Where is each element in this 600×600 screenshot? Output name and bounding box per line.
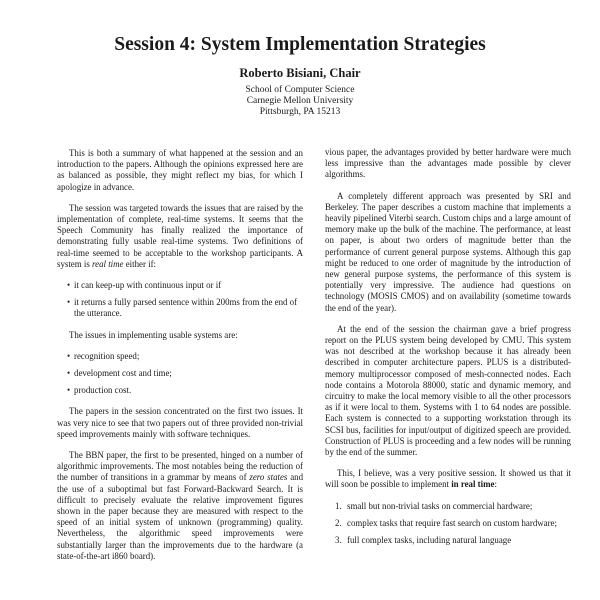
affiliation-city: Pittsburgh, PA 15213 (259, 107, 341, 117)
list-item: 3. full complex tasks, including natural language (335, 535, 512, 546)
paragraph-intro: This is both a summary of what happened at the session and an introduction to the papers. Although the opinions expressed here are as balanced as possible, they might reflect my bias, for which I apologize in advance. (57, 148, 303, 192)
list-item: 1. small but non-trivial tasks on commercial hardware; (335, 500, 533, 511)
issues-list (57, 351, 303, 397)
author-name: Roberto Bisiani, Chair (239, 66, 361, 80)
paragraph-session-target: The session was targeted towards the issues that are raised by the implementation of complete, real-time systems. It seems that the Speech Community has finally realized the importance of demonstrating fully usable real-time systems. Two definitions of real-time seemed to be acceptable to the workshop participants. A system is real time either if: (57, 202, 303, 269)
paragraph-conclusion: This, I believe, was a very positive session. It showed us that it will soon be possible to implement in real time: (325, 468, 571, 490)
page-title: Session 4: System Implementation Strategies (114, 34, 486, 55)
list-item: • development cost and time; (67, 368, 303, 379)
affiliation-university: Carnegie Mellon University (246, 96, 354, 106)
affiliation-school: School of Computer Science (245, 85, 355, 95)
list-item: • it can keep-up with continuous input or if (67, 280, 303, 291)
left-column (57, 148, 303, 572)
paragraph-sri-berkeley: A completely different approach was presented by SRI and Berkeley. The paper describes a custom machine that implements a heavily pipelined Viterbi search. Custom chips and a large amount of memory make up the bulk of the machine. The performance, at least on paper, is about two orders of magnitude better than the performance of current general purpose systems. Although this gap might be reduced to one order of magnitude by the introduction of new general purpose systems, the performance of this system is potentially very impressive. The audience had questions on technology (MOSIS CMOS) and on availability (sometime towards the end of the year). (325, 190, 571, 313)
paragraph-continued: vious paper, the advantages provided by better hardware were much less impressive than the advantages made possible by clever algorithms. (325, 147, 571, 180)
paragraph-issues-intro: The issues in implementing usable systems are: (69, 329, 238, 340)
paragraph-bbn: The BBN paper, the first to be presented, hinged on a number of algorithmic improvements. The most notables being the reduction of the number of transitions in a grammar by means of zero states and the use of a suboptimal but fast Forward-Backward Search. It is difficult to precisely evaluate the relative improvement figures shown in the paper because they are measured with respect to the speed of an initial system of unknown (programming) quality. Nevertheless, the algorithmic speed improvements were substantially larger than the improvements due to the hardware (a state-of-the-art i860 board). (57, 450, 304, 561)
list-item: 2. complex tasks that require fast search on custom hardware; (335, 517, 557, 528)
right-column (325, 147, 571, 552)
list-item: • it returns a fully parsed sentence within 200ms from the end of the utterance. (67, 297, 303, 319)
list-item: • recognition speed; (67, 351, 303, 362)
paragraph-papers: The papers in the session concentrated on the first two issues. It was very nice to see that two papers out of three provided non-trivial speed improvements mainly with software techniques. (57, 406, 303, 439)
realtime-definitions-list (57, 280, 303, 320)
conclusion-list (325, 501, 571, 547)
list-item: • production cost. (67, 385, 303, 396)
paragraph-plus-system: At the end of the session the chairman gave a brief progress report on the PLUS system being developed by CMU. This system was not described at the workshop because it has already been described in computer architecture papers. PLUS is a distributed-memory multiprocessor composed of mesh-connected nodes. Each node contains a Motorola 88000, static and dynamic memory, and circuitry to make the local memory visible to all the other processors as if it were local to them. Systems with 1 to 64 nodes are possible. Each system is connected to a supporting workstation through its SCSI bus, facilities for input/output of digitized speech are provided. Construction of PLUS is proceeding and a few nodes will be running by the end of the summer. (325, 323, 571, 458)
